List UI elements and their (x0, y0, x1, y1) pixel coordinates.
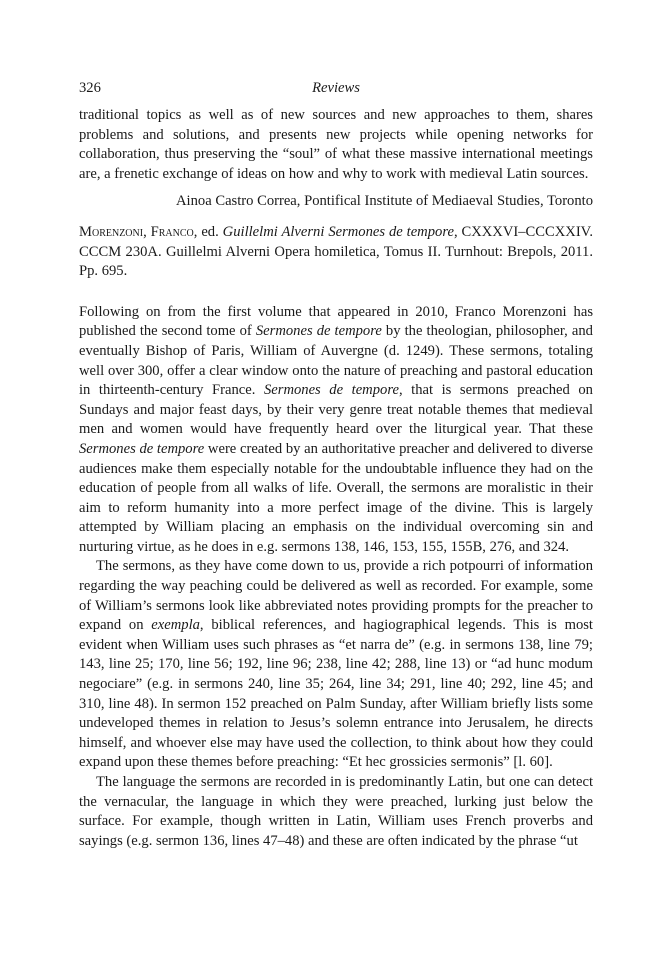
previous-review-ending: traditional topics as well as of new sources and new approaches to them, shares problems and solutions, and presents new projects while opening networks for collaboration, thus preserving the “soul” of what these massive international meetings are, a frenetic exchange of ideas on how and why to work with medieval Latin sources. (79, 107, 593, 182)
reviewer-signature: Ainoa Castro Correa, Pontifical Institute of Mediaeval Studies, Toronto (176, 193, 593, 210)
book-citation (79, 223, 593, 282)
review-paragraph-1: Following on from the first volume that appeared in 2010, Franco Morenzoni has published the second tome of Sermones de tempore by the theologian, philosopher, and eventually Bishop of Paris, William of Auvergne (d. 1249). These sermons, totaling well over 300, offer a clear window onto the nature of preaching and pastoral education in thirteenth-century France. Sermones de tempore, that is sermons preached on Sundays and major feast days, by their very genre treat notable themes that medieval men and women would have frequently heard over the liturgical year. That these Sermones de tempore were created by an authoritative preacher and delivered to diverse audiences make them especially notable for the undoubtable influence they had on the education of people from all walks of life. Overall, the sermons are moralistic in their aim to reform humanity into a more perfect image of the divine. This is largely attempted by William placing an emphasis on the individual overcoming sin and nurturing virtue, as he does in e.g. sermons 138, 146, 153, 155, 155B, 276, and 324. (79, 303, 593, 555)
page-body (79, 106, 593, 851)
running-head (79, 79, 593, 99)
citation-details: , CXXXVI–CCCXXIV. CCCM 230A. Guillelmi Alverni Opera homiletica, Tomus II. Turnhout: Brepols, 2011. Pp. 695. (79, 223, 593, 280)
citation-ed: , ed. (193, 223, 223, 240)
running-title: Reviews (312, 80, 360, 96)
review-paragraph-3: The language the sermons are recorded in is predominantly Latin, but one can detect the vernacular, the language in which they were preached, lurking just below the surface. For example, though written in Latin, William uses French proverbs and sayings (e.g. sermon 136, lines 47–48) and these are often indicated by the phrase “ut (79, 774, 593, 849)
citation-title: Guillelmi Alverni Sermones de tempore (222, 223, 454, 240)
review-body (79, 303, 593, 852)
review-paragraph-2: The sermons, as they have come down to us, provide a rich potpourri of information regarding the way peaching could be delivered as well as recorded. For example, some of William’s sermons look like abbreviated notes providing prompts for the preacher to expand on exempla, biblical references, and hagiographical legends. This is most evident when William uses such phrases as “et narra de” (e.g. in sermons 138, line 79; 143, line 25; 170, line 56; 192, line 96; 238, line 42; 288, line 13) or “ad hunc modum negociare” (e.g. in sermons 240, line 35; 264, line 34; 291, line 40; 292, line 45; and 310, line 48). In sermon 152 preached on Palm Sunday, after William briefly lists some undeveloped themes in relation to Jesus’s solemn entrance into Jerusalem, he directs himself, and whoever else may have used the collection, to think about how they could expand upon these themes before preaching: “Et hec grossicies sermonis” [l. 60]. (79, 558, 593, 771)
page-number: 326 (79, 80, 101, 96)
citation-author: Morenzoni, Franco (79, 223, 194, 240)
